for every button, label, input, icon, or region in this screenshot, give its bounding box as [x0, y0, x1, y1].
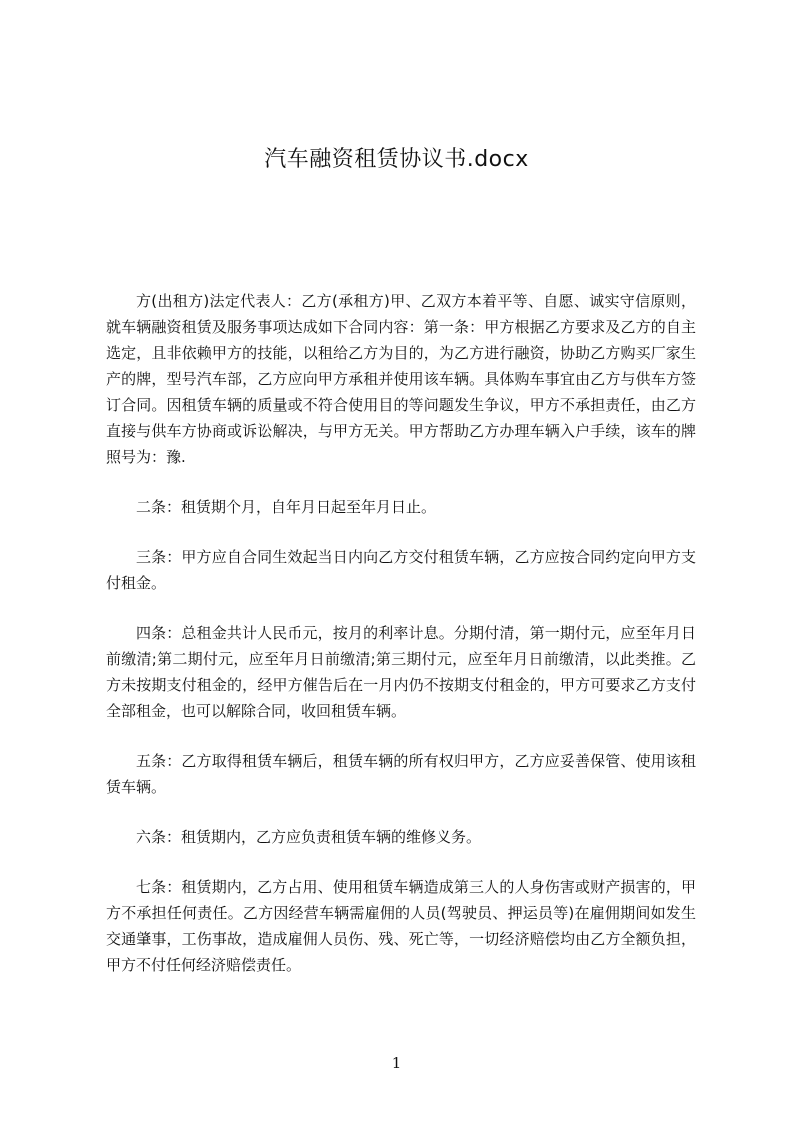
paragraph-article-3: 三条：甲方应自合同生效起当日内向乙方交付租赁车辆，乙方应按合同约定向甲方支付租金。 — [106, 548, 696, 592]
paragraph-article-5: 五条：乙方取得租赁车辆后，租赁车辆的所有权归甲方，乙方应妥善保管、使用该租赁车辆。 — [106, 752, 696, 796]
paragraph-preamble: 方(出租方)法定代表人：乙方(承租方)甲、乙双方本着平等、自愿、诚实守信原则，就车辆融资租赁及服务事项达成如下合同内容：第一条：甲方根据乙方要求及乙方的自主选定，且非依赖甲方的技能，以租给乙方为目的，为乙方进行融资，协助乙方购买厂家生产的牌，型号汽车部，乙方应向甲方承租并使用该车辆。具体购车事宜由乙方与供车方签订合同。因租赁车辆的质量或不符合使用目的等问题发生争议，甲方不承担责任，由乙方直接与供车方协商或诉讼解决，与甲方无关。甲方帮助乙方办理车辆入户手续，该车的牌照号为：豫. — [106, 292, 696, 466]
page-number: 1 — [391, 1054, 402, 1072]
document-title: 汽车融资租赁协议书.docx — [264, 147, 529, 172]
paragraph-article-7: 七条：租赁期内，乙方占用、使用租赁车辆造成第三人的人身伤害或财产损害的，甲方不承担任何责任。乙方因经营车辆需雇佣的人员(驾驶员、押运员等)在雇佣期间如发生交通肇事，工伤事故，造成雇佣人员伤、残、死亡等，一切经济赔偿均由乙方全额负担，甲方不付任何经济赔偿责任。 — [106, 878, 696, 974]
paragraph-article-2: 二条：租赁期个月，自年月日起至年月日止。 — [136, 498, 437, 516]
paragraph-article-4: 四条：总租金共计人民币元，按月的利率计息。分期付清，第一期付元，应至年月日前缴清;第二期付元，应至年月日前缴清;第三期付元，应至年月日前缴清，以此类推。乙方未按期支付租金的，经甲方催告后在一月内仍不按期支付租金的，甲方可要求乙方支付全部租金，也可以解除合同，收回租赁车辆。 — [106, 624, 696, 720]
document-body — [106, 288, 696, 1002]
paragraph-article-6: 六条：租赁期内，乙方应负责租赁车辆的维修义务。 — [136, 828, 482, 846]
